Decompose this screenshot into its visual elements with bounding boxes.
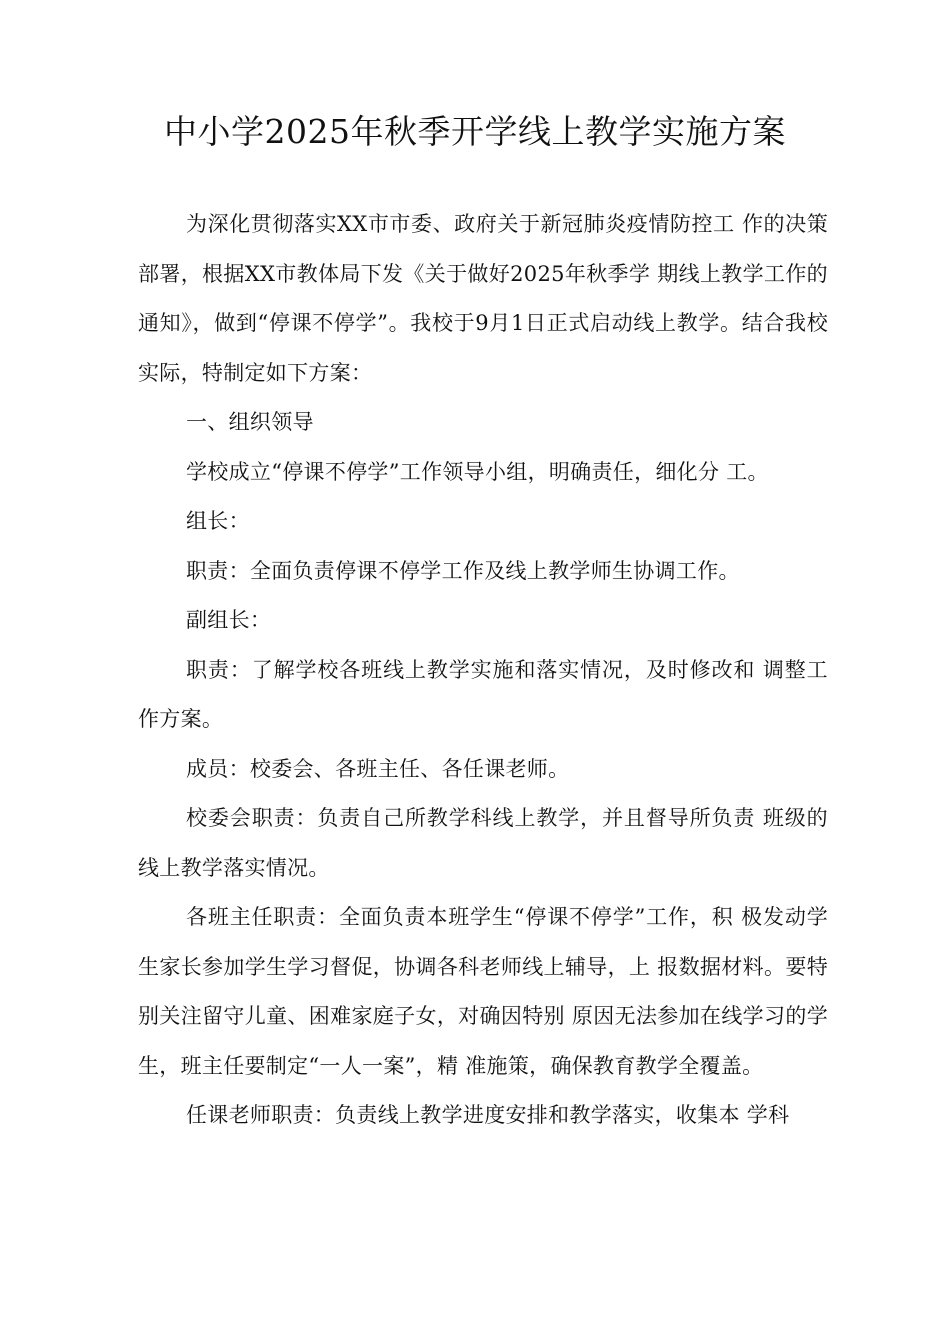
paragraph-head-teacher-duty: 各班主任职责：全面负责本班学生“停课不停学”工作，积 极发动学生家长参加学生学习督促，协调各科老师线上辅导，上 报数据材料。要特别关注留守儿童、困难家庭子女，对确因特别 原因无法参加在线学习的学生，班主任要制定“一人一案”，精 准施策，确保教育教学全覆盖。 xyxy=(138,905,828,1078)
paragraph-subject-teacher-duty: 任课老师职责：负责线上教学进度安排和教学落实，收集本 学科 xyxy=(186,1103,790,1127)
paragraph-deputy-leader: 副组长： xyxy=(186,608,272,632)
document-body xyxy=(138,200,828,1141)
paragraph-intro: 为深化贯彻落实XX市市委、政府关于新冠肺炎疫情防控工 作的决策部署，根据XX市教体局下发《关于做好2025年秋季学 期线上教学工作的通知》，做到“停课不停学”。我校于9月1日正式启动线上教学。结合我校实际，特制定如下方案： xyxy=(138,212,828,385)
paragraph-members: 成员：校委会、各班主任、各任课老师。 xyxy=(186,756,570,781)
section-heading-organization: 一、组织领导 xyxy=(186,410,314,434)
paragraph-leader: 组长： xyxy=(186,509,250,533)
document-title: 中小学2025年秋季开学线上教学实施方案 xyxy=(164,112,786,151)
paragraph-leader-duty: 职责：全面负责停课不停学工作及线上教学师生协调工作。 xyxy=(186,558,740,583)
paragraph-leadership-group: 学校成立“停课不停学”工作领导小组，明确责任，细化分 工。 xyxy=(186,459,769,484)
paragraph-deputy-duty: 职责：了解学校各班线上教学实施和落实情况，及时修改和 调整工作方案。 xyxy=(138,657,828,731)
paragraph-committee-duty: 校委会职责：负责自己所教学科线上教学，并且督导所负责 班级的线上教学落实情况。 xyxy=(138,806,828,880)
